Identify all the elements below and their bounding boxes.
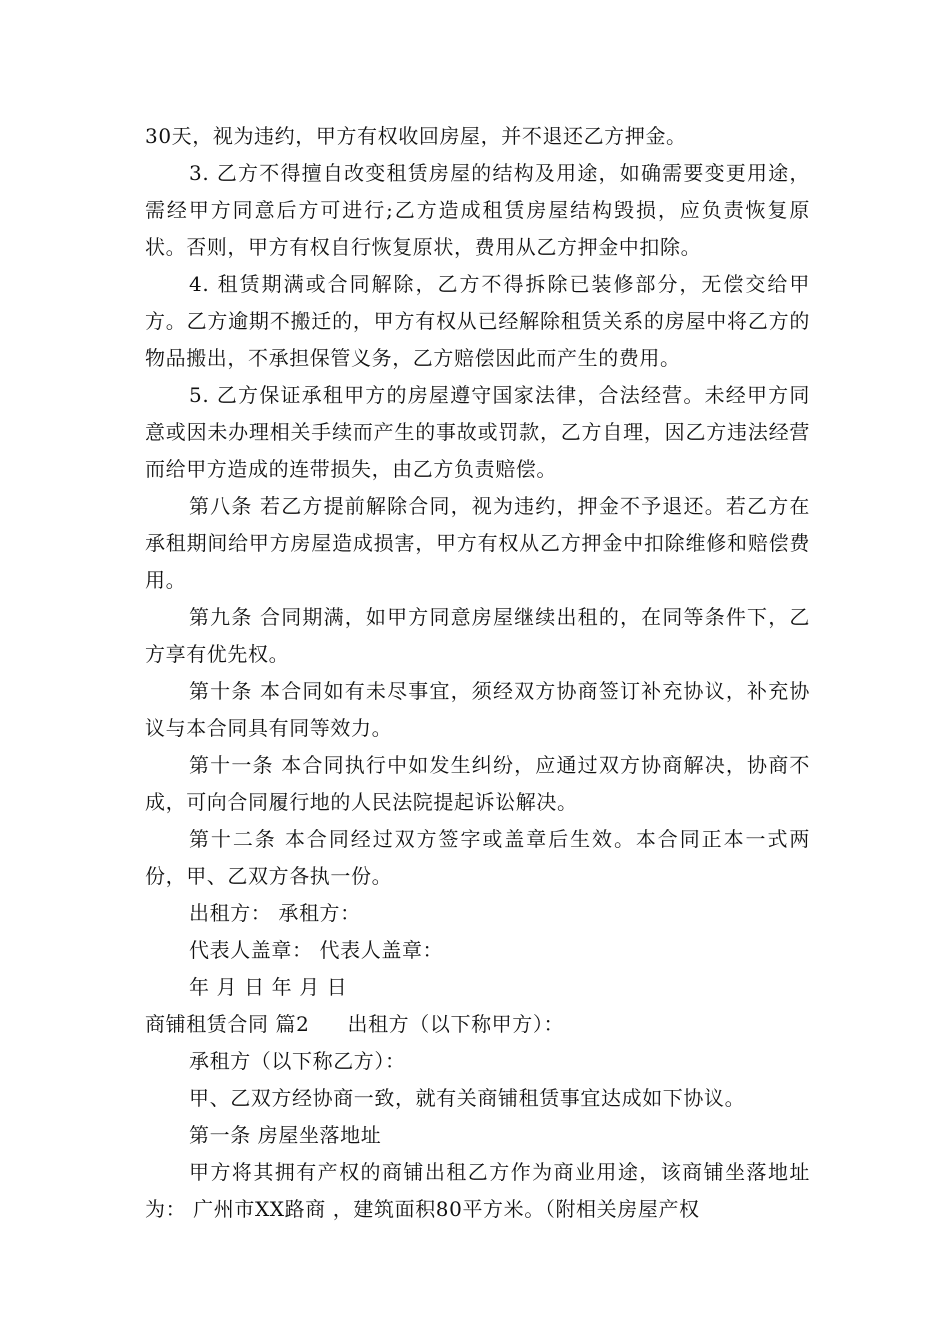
signature-parties: 出租方： 承租方：: [189, 901, 361, 925]
paragraph-article-1-body: 甲方将其拥有产权的商铺出租乙方作为商业用途，该商铺坐落地址为： 广州市XX路商 ，建筑面积80平方米。（附相关房屋产权: [145, 1160, 810, 1221]
lessor-label: 出租方（以下称甲方）：: [347, 1012, 565, 1036]
paragraph-continuation: 30天，视为违约，甲方有权收回房屋，并不退还乙方押金。: [145, 124, 687, 148]
signature-dates: 年 月 日 年 月 日: [189, 975, 348, 999]
paragraph-article-9: 第九条 合同期满，如甲方同意房屋继续出租的，在同等条件下，乙方享有优先权。: [145, 605, 810, 666]
section-title: 商铺租赁合同 篇2: [145, 1012, 310, 1036]
paragraph-article-1-title: 第一条 房屋坐落地址: [189, 1123, 382, 1147]
paragraph-article-10: 第十条 本合同如有未尽事宜，须经双方协商签订补充协议，补充协议与本合同具有同等效力。: [145, 679, 810, 740]
signature-seals: 代表人盖章： 代表人盖章：: [189, 938, 444, 962]
paragraph-agreement-intro: 甲、乙双方经协商一致，就有关商铺租赁事宜达成如下协议。: [189, 1086, 746, 1110]
lessee-label: 承租方（以下称乙方）：: [189, 1049, 406, 1073]
paragraph-clause-3: 3. 乙方不得擅自改变租赁房屋的结构及用途，如确需要变更用途，需经甲方同意后方可进行;乙方造成租赁房屋结构毁损，应负责恢复原状。否则，甲方有权自行恢复原状，费用从乙方押金中扣除。: [145, 161, 810, 259]
paragraph-clause-5: 5. 乙方保证承租甲方的房屋遵守国家法律，合法经营。未经甲方同意或因未办理相关手续而产生的事故或罚款，乙方自理，因乙方违法经营而给甲方造成的连带损失，由乙方负责赔偿。: [145, 383, 810, 481]
section-heading: [145, 1006, 810, 1043]
document-body: [145, 118, 810, 1228]
paragraph-article-12: 第十二条 本合同经过双方签字或盖章后生效。本合同正本一式两份，甲、乙双方各执一份。: [145, 827, 810, 888]
paragraph-clause-4: 4. 租赁期满或合同解除，乙方不得拆除已装修部分，无偿交给甲方。乙方逾期不搬迁的，甲方有权从已经解除租赁关系的房屋中将乙方的物品搬出，不承担保管义务，乙方赔偿因此而产生的费用。: [145, 272, 810, 370]
paragraph-article-11: 第十一条 本合同执行中如发生纠纷，应通过双方协商解决，协商不成，可向合同履行地的人民法院提起诉讼解决。: [145, 753, 810, 814]
paragraph-article-8: 第八条 若乙方提前解除合同，视为违约，押金不予退还。若乙方在承租期间给甲方房屋造成损害，甲方有权从乙方押金中扣除维修和赔偿费用。: [145, 494, 810, 592]
